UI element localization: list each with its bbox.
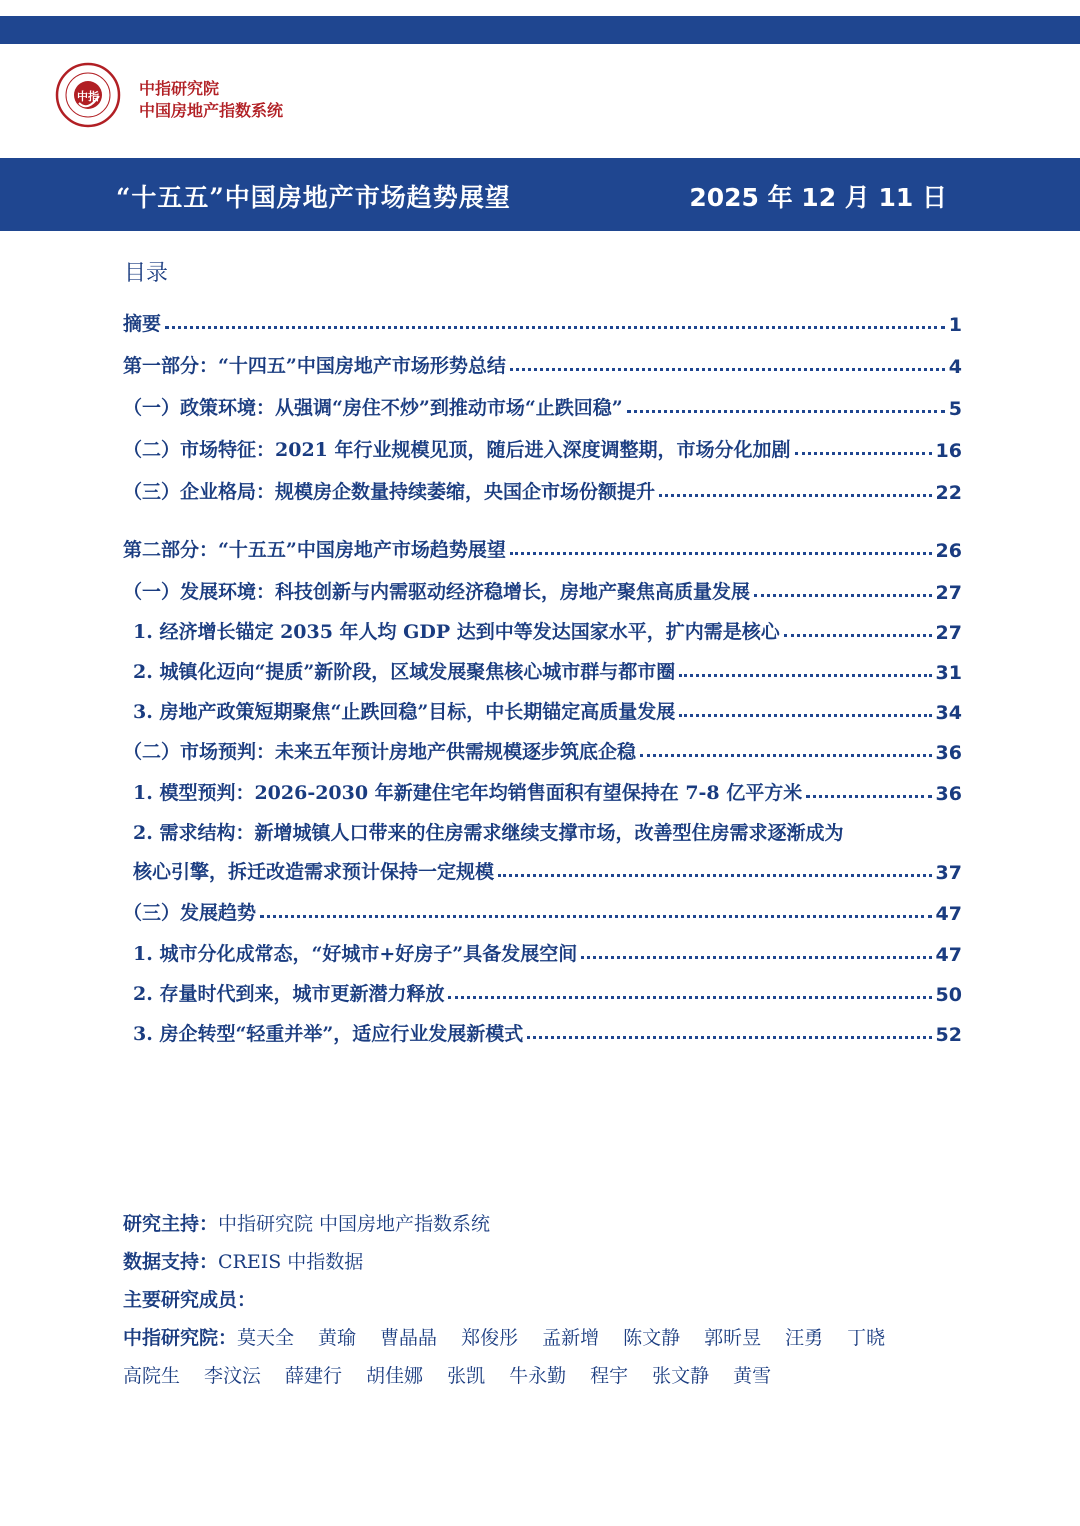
toc-entry[interactable]: 第一部分：“十四五”中国房地产市场形势总结 4	[123, 355, 962, 378]
member: 张文静	[652, 1365, 710, 1387]
member: 孟新增	[542, 1327, 600, 1349]
logo-text: 中指	[77, 90, 99, 103]
toc-entry[interactable]: 摘要 1	[123, 313, 962, 336]
toc-entry[interactable]: 1. 城市分化成常态，“好城市+好房子”具备发展空间 47	[133, 943, 962, 966]
toc-entry[interactable]: 核心引擎，拆迁改造需求预计保持一定规模 37	[133, 861, 962, 884]
toc-entry[interactable]: 2. 存量时代到来，城市更新潜力释放 50	[133, 983, 962, 1006]
toc-page: 47	[935, 903, 962, 925]
member: 莫天全	[237, 1327, 295, 1349]
toc-entry[interactable]: （二）市场预判：未来五年预计房地产供需规模逐步筑底企稳 36	[123, 741, 962, 764]
toc-entry[interactable]: 3. 房企转型“轻重并举”，适应行业发展新模式 52	[133, 1023, 962, 1046]
member: 张凯	[447, 1365, 486, 1387]
org-name	[139, 78, 283, 122]
member: 陈文静	[623, 1327, 681, 1349]
member: 曹晶晶	[380, 1327, 438, 1349]
academy-logo	[55, 62, 121, 128]
toc-page: 5	[948, 398, 962, 420]
members-row-1: 中指研究院：莫天全 黄瑜 曹晶晶 郑俊彤 孟新增 陈文静 郭昕昱 汪勇 丁晓	[123, 1319, 983, 1357]
toc-page: 47	[935, 944, 962, 966]
toc-page: 1	[948, 314, 962, 336]
toc-page: 22	[935, 482, 962, 504]
toc-page: 34	[935, 702, 962, 724]
member: 高院生	[123, 1365, 181, 1387]
toc-entry[interactable]: （二）市场特征：2021 年行业规模见顶，随后进入深度调整期，市场分化加剧 16	[123, 439, 962, 462]
toc-heading: 目录	[124, 261, 169, 286]
toc-entry[interactable]: （一）发展环境：科技创新与内需驱动经济稳增长，房地产聚焦高质量发展 27	[123, 581, 962, 604]
toc-page: 27	[935, 622, 962, 644]
credit-host: 研究主持：中指研究院 中国房地产指数系统	[123, 1213, 491, 1235]
member: 李汶沄	[204, 1365, 262, 1387]
toc-page: 16	[935, 440, 962, 462]
member: 黄瑜	[318, 1327, 357, 1349]
toc-page: 31	[935, 662, 962, 684]
title-band	[0, 158, 1080, 231]
toc-entry[interactable]: （三）企业格局：规模房企数量持续萎缩，央国企市场份额提升 22	[123, 481, 962, 504]
credit-data: 数据支持：CREIS 中指数据	[123, 1251, 364, 1273]
toc-page: 27	[935, 582, 962, 604]
member: 汪勇	[785, 1327, 824, 1349]
toc-entry[interactable]: 2. 城镇化迈向“提质”新阶段，区域发展聚焦核心城市群与都市圈 31	[133, 661, 962, 684]
org-line1: 中指研究院	[139, 79, 220, 98]
org-line2: 中国房地产指数系统	[139, 101, 284, 120]
toc-page: 52	[935, 1024, 962, 1046]
report-title: “十五五”中国房地产市场趋势展望	[116, 183, 511, 212]
header	[55, 62, 455, 132]
member: 薛建行	[285, 1365, 343, 1387]
toc-page: 36	[935, 742, 962, 764]
member: 程宇	[590, 1365, 629, 1387]
toc-entry-wrapped-line1[interactable]: 2. 需求结构：新增城镇人口带来的住房需求继续支撑市场，改善型住房需求逐渐成为	[133, 822, 844, 844]
members-row-2	[123, 1357, 983, 1395]
toc-entry[interactable]: （三）发展趋势 47	[123, 902, 962, 925]
report-date: 2025 年 12 月 11 日	[689, 183, 947, 212]
credit-members-label: 主要研究成员：	[123, 1289, 257, 1311]
member: 牛永勤	[509, 1365, 567, 1387]
toc-entry[interactable]: 3. 房地产政策短期聚焦“止跌回稳”目标，中长期锚定高质量发展 34	[133, 701, 962, 724]
member: 丁晓	[847, 1327, 886, 1349]
member: 黄雪	[733, 1365, 772, 1387]
toc-page: 4	[948, 356, 962, 378]
credits	[123, 1205, 983, 1395]
toc-page: 50	[935, 984, 962, 1006]
toc-page: 36	[935, 783, 962, 805]
toc-entry[interactable]: 1. 经济增长锚定 2035 年人均 GDP 达到中等发达国家水平，扩内需是核心 27	[133, 621, 962, 644]
member: 胡佳娜	[366, 1365, 424, 1387]
toc-entry[interactable]: 第二部分：“十五五”中国房地产市场趋势展望 26	[123, 539, 962, 562]
member: 郭昕昱	[704, 1327, 762, 1349]
member: 郑俊彤	[461, 1327, 519, 1349]
toc-entry[interactable]: 1. 模型预判：2026-2030 年新建住宅年均销售面积有望保持在 7-8 亿平方米 36	[133, 782, 962, 805]
toc-entry[interactable]: （一）政策环境：从强调“房住不炒”到推动市场“止跌回稳” 5	[123, 397, 962, 420]
toc-page: 37	[935, 862, 962, 884]
top-bar	[0, 16, 1080, 44]
toc-page: 26	[935, 540, 962, 562]
